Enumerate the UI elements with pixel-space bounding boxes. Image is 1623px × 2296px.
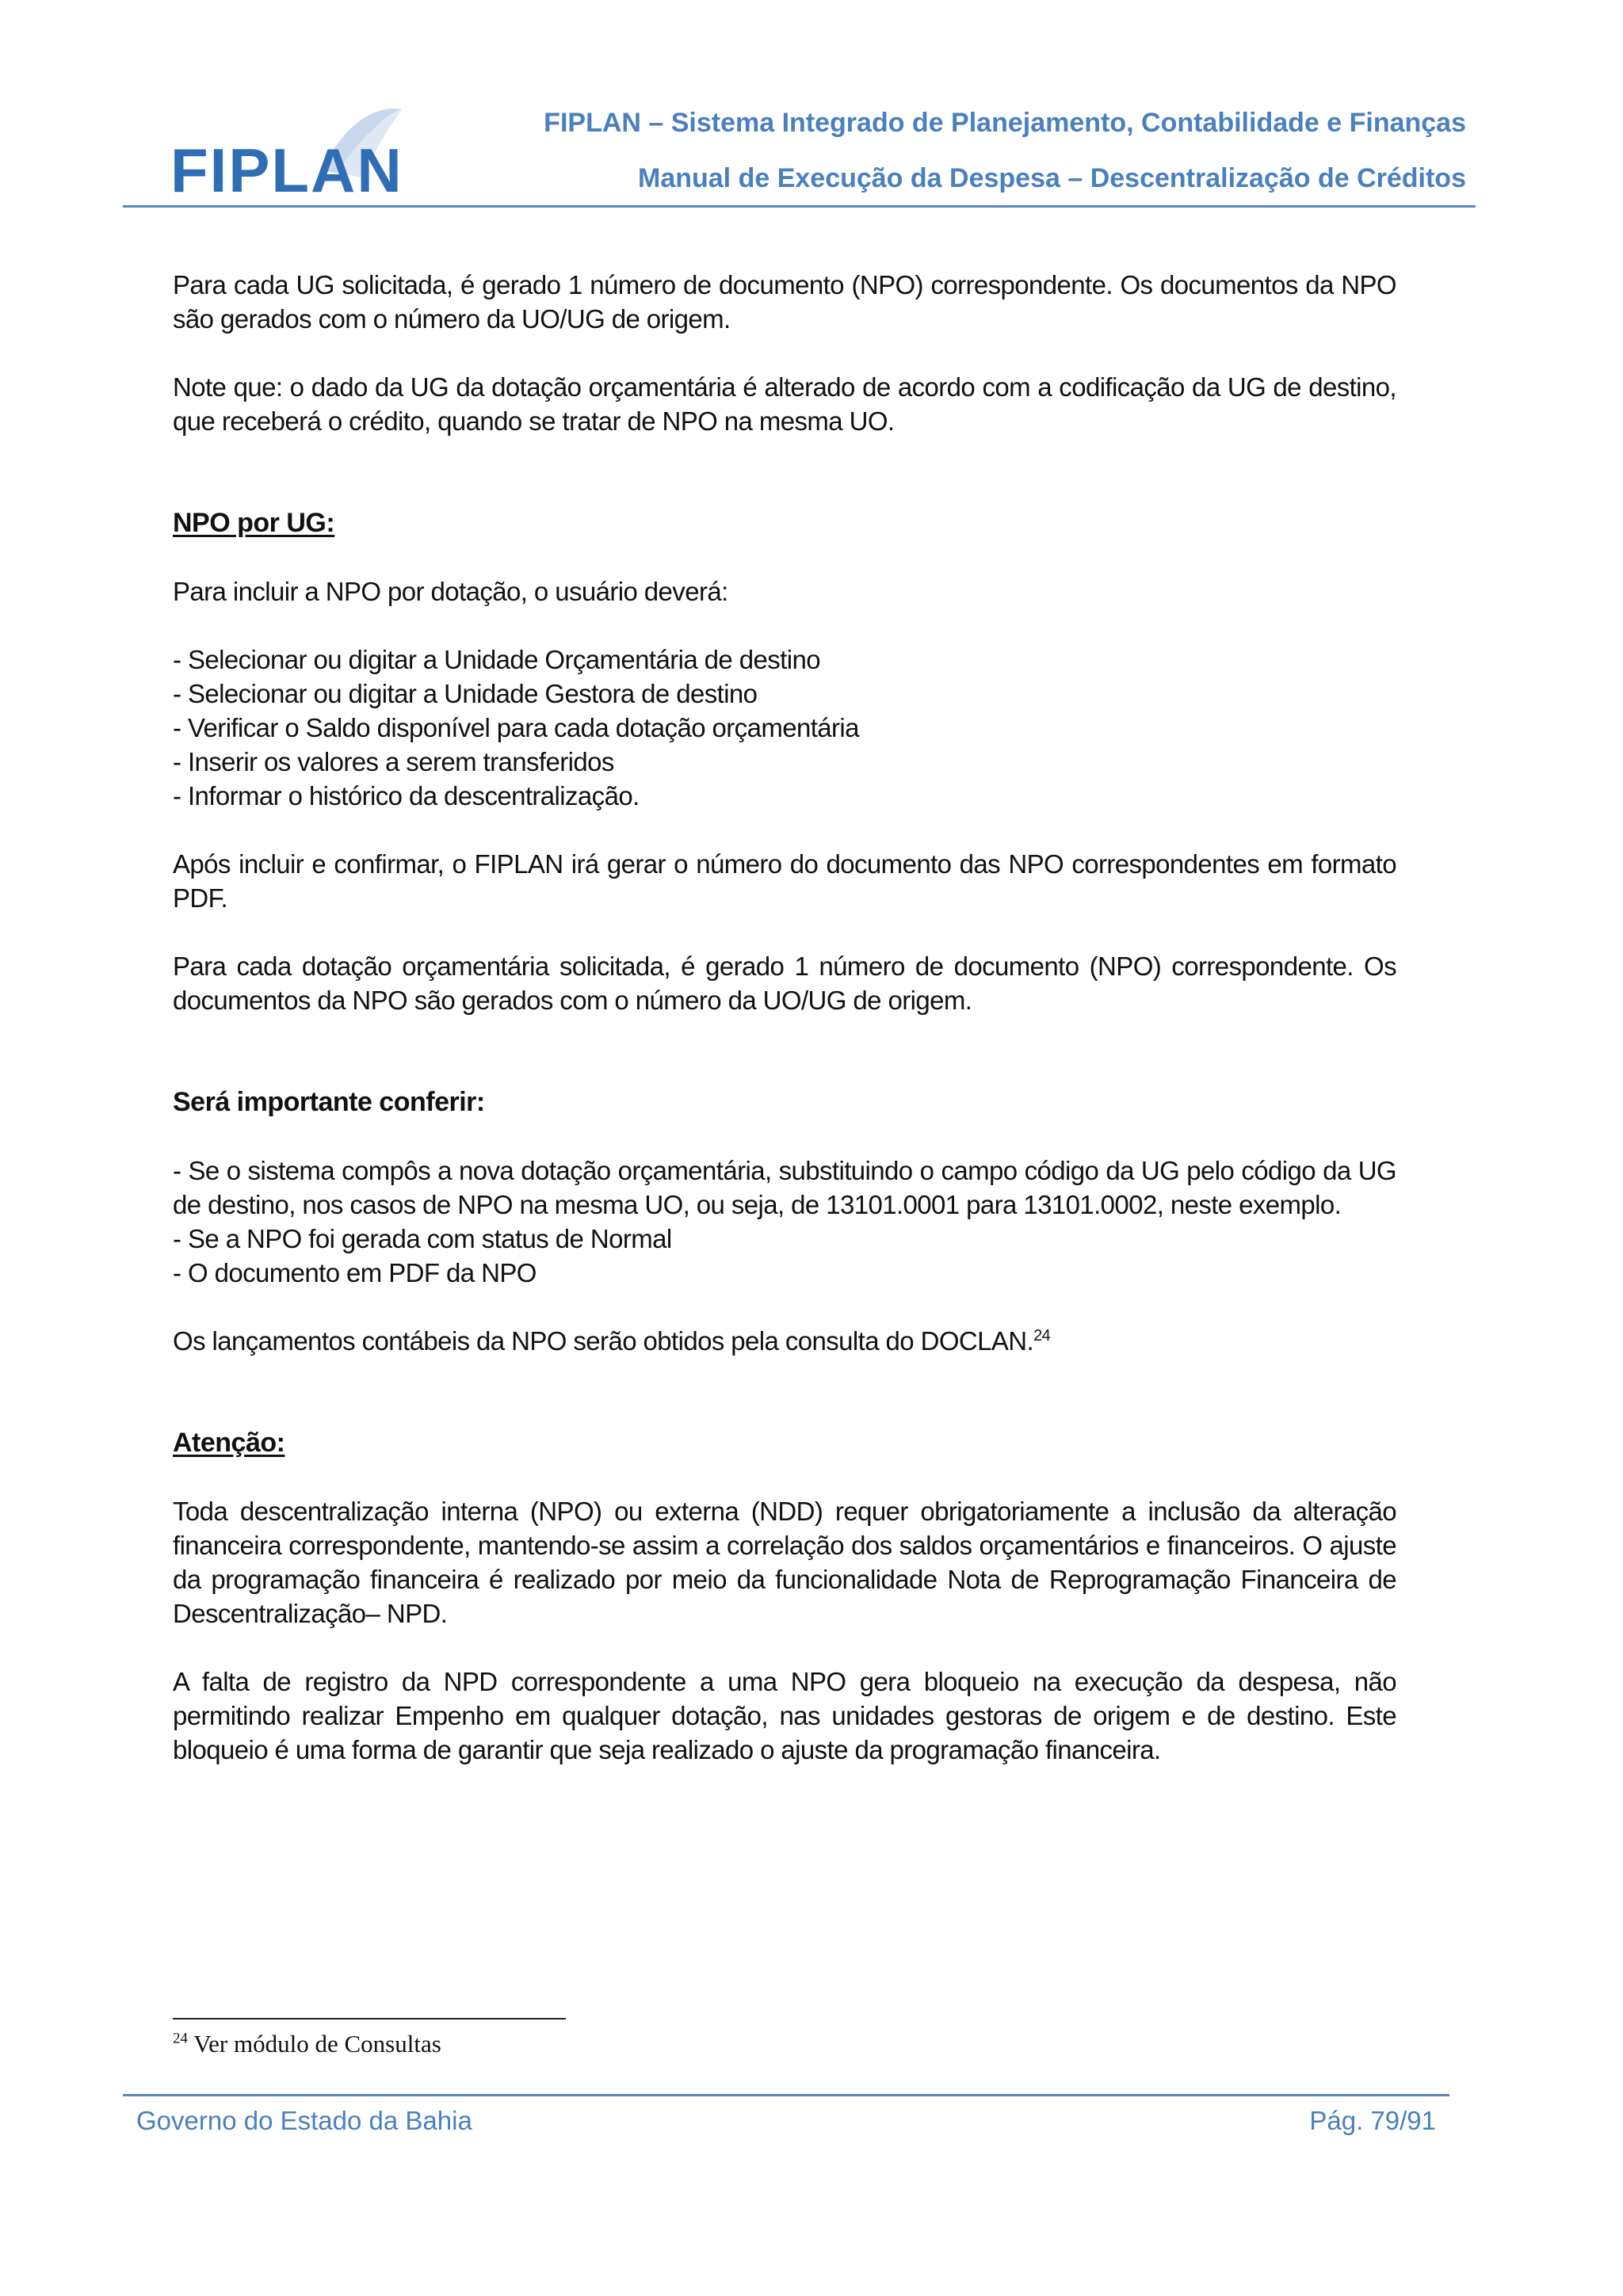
list-item: - Selecionar ou digitar a Unidade Gestora de destino [173,679,758,708]
page-number: Pág. 79/91 [1309,2106,1436,2135]
list-item: - O documento em PDF da NPO [173,1258,537,1287]
paragraph: Para cada dotação orçamentária solicitada, é gerado 1 número de documento (NPO) correspondente. Os documentos da NPO são gerados com o número da UO/UG de origem. [173,952,1396,1015]
footnote-divider [173,2018,566,2019]
list-item: - Informar o histórico da descentralização. [173,781,640,810]
paragraph: Note que: o dado da UG da dotação orçamentária é alterado de acordo com a codificação da UG de destino, que receberá o crédito, quando se tratar de NPO na mesma UO. [173,372,1396,436]
footer-organization: Governo do Estado da Bahia [136,2106,472,2135]
paragraph: Toda descentralização interna (NPO) ou externa (NDD) requer obrigatoriamente a inclusão da alteração financeira correspondente, mantendo-se assim a correlação dos saldos orçamentários e financeiros. O ajuste da programação financeira é realizado por meio da funcionalidade Nota de Reprogramação Financeira de Descentralização– NPD. [173,1497,1396,1628]
paragraph-text: Os lançamentos contábeis da NPO serão obtidos pela consulta do DOCLAN. [173,1326,1034,1356]
footnote-number: 24 [173,2030,188,2047]
section-heading-conferir: Será importante conferir: [173,1087,485,1117]
list-item: - Verificar o Saldo disponível para cada dotação orçamentária [173,713,859,742]
fiplan-logo [147,95,403,205]
paragraph: Para cada UG solicitada, é gerado 1 número de documento (NPO) correspondente. Os documentos da NPO são gerados com o número da UO/UG de origem. [173,270,1396,334]
paragraph: - Se o sistema compôs a nova dotação orçamentária, substituindo o campo código da UG pelo código da UG de destino, nos casos de NPO na mesma UO, ou seja, de 13101.0001 para 13101.0002, neste exemplo. [173,1156,1396,1219]
paragraph: Para incluir a NPO por dotação, o usuário deverá: [173,577,728,606]
paragraph [173,1324,1396,1358]
header-manual-title: Manual de Execução da Despesa – Descentralização de Créditos [638,163,1466,193]
list-item: - Se a NPO foi gerada com status de Normal [173,1224,672,1253]
page-content [173,268,1396,1767]
steps-list [173,643,1396,813]
page-header [123,79,1476,208]
list-item: - Selecionar ou digitar a Unidade Orçamentária de destino [173,645,820,674]
footnote [173,2030,441,2058]
section-heading-npo-por-ug: NPO por UG: [173,508,335,538]
header-system-title: FIPLAN – Sistema Integrado de Planejamento, Contabilidade e Finanças [544,108,1466,138]
footnote-reference: 24 [1033,1327,1051,1344]
footer-divider [123,2094,1449,2096]
footnote-text: Ver módulo de Consultas [193,2030,441,2058]
logo-wordmark: FIPLAN [170,135,403,205]
paragraph: Após incluir e confirmar, o FIPLAN irá gerar o número do documento das NPO correspondentes em formato PDF. [173,849,1396,913]
check-list [173,1222,1396,1290]
list-item: - Inserir os valores a serem transferidos [173,747,614,776]
paragraph: A falta de registro da NPD correspondente a uma NPO gera bloqueio na execução da despesa, não permitindo realizar Empenho em qualquer dotação, nas unidades gestoras de origem e de destino. Este bloqueio é uma forma de garantir que seja realizado o ajuste da programação financeira. [173,1667,1396,1764]
header-divider [123,205,1476,208]
section-heading-atencao: Atenção: [173,1428,285,1458]
